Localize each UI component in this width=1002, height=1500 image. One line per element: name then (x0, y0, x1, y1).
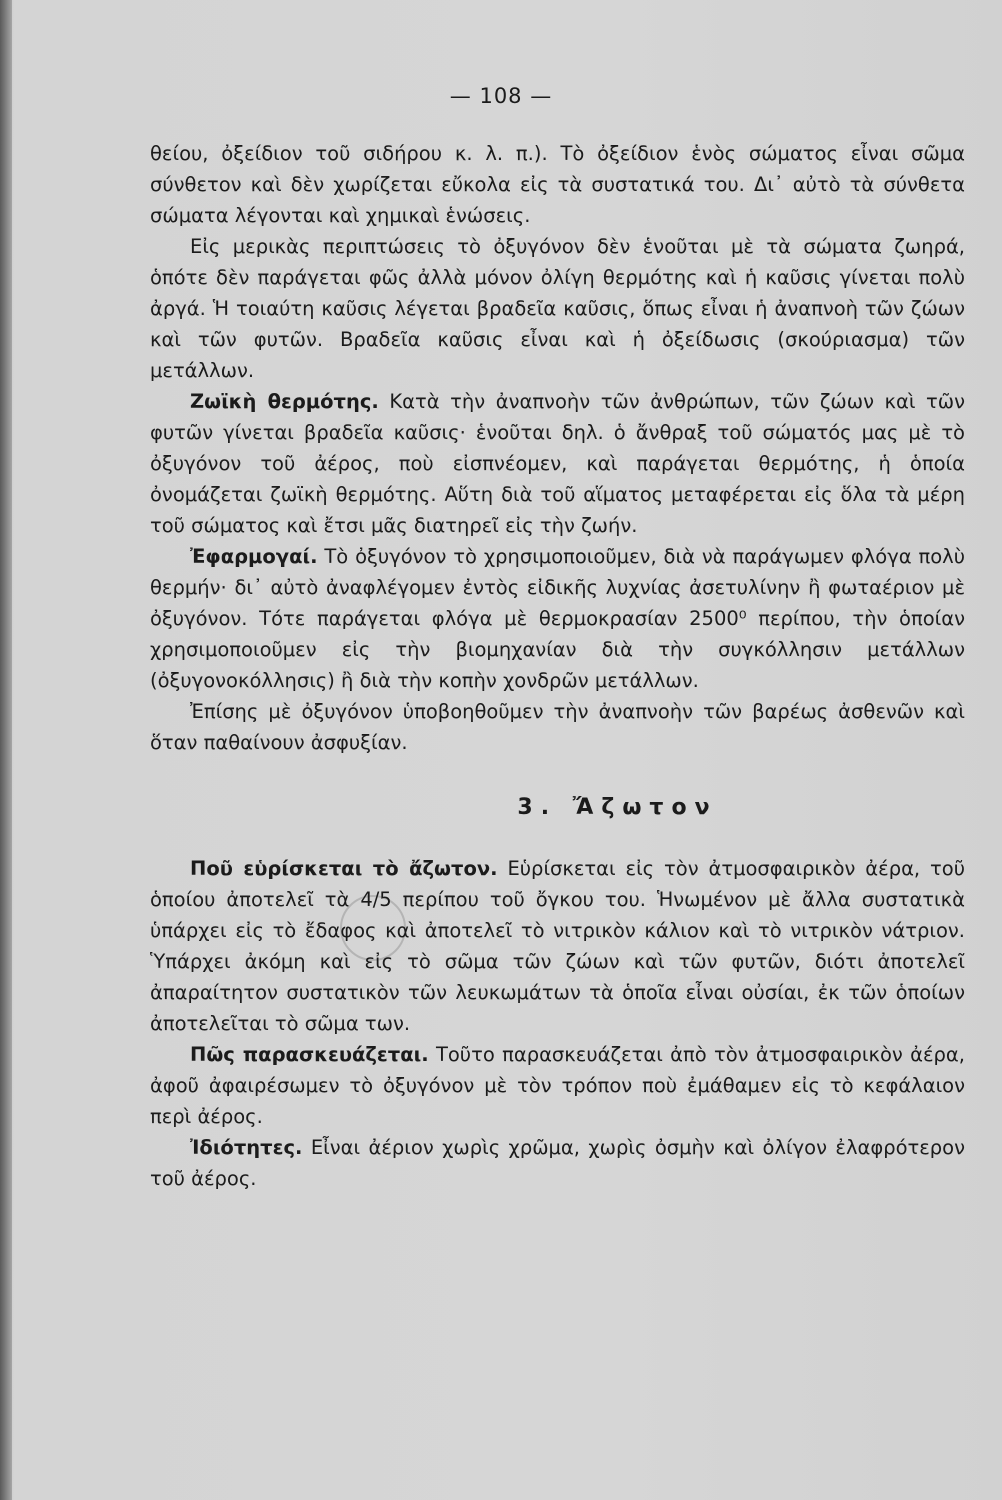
paragraph (150, 1132, 965, 1194)
chapter-heading: 3. Ἄζωτον (517, 795, 718, 820)
page-number: — 108 — (449, 84, 553, 108)
paragraph-lead: Ἰδιότητες. (190, 1136, 303, 1159)
paragraph-lead: Πῶς παρασκευάζεται. (190, 1043, 429, 1066)
paragraph-text: Εὑρίσκεται εἰς τὸν ἀτμοσφαιρικὸν ἀέρα, τοῦ ὁποίου ἀποτελεῖ τὰ 4/5 περίπου τοῦ ὄγκου του. Ἡνωμένον μὲ ἄλλα συστατικὰ ὑπάρχει εἰς τὸ ἔδαφος καὶ ἀποτελεῖ τὸ νιτρικὸν κάλιον καὶ τὸ νιτρικὸν νάτριον. Ὑπάρχει ἀκόμη καὶ εἰς τὸ σῶμα τῶν ζώων καὶ τῶν φυτῶν, διότι ἀποτελεῖ ἀπαραίτητον συστατικὸν τῶν λευκωμάτων τὰ ὁποῖα εἶναι οὐσίαι, ἐκ τῶν ὁποίων ἀποτελεῖται τὸ σῶμα των. (150, 857, 965, 1035)
paragraph (150, 541, 965, 696)
page-body (150, 138, 965, 1194)
paragraph-text: Τὸ ὀξυγόνον τὸ χρησιμοποιοῦμεν, διὰ νὰ παράγωμεν φλόγα πολὺ θερμήν· δι᾽ αὐτὸ ἀναφλέγομεν ἐντὸς εἰδικῆς λυχνίας ἀσετυλίνην ἢ φωταέριον μὲ ὀξυγόνον. Τότε παράγεται φλόγα μὲ θερμοκρασίαν 2500⁰ περίπου, τὴν ὁποίαν χρησιμοποιοῦμεν εἰς τὴν βιομηχανίαν διὰ τὴν συγκόλλησιν μετάλλων (ὀξυγονοκόλλησις) ἢ διὰ τὴν κοπὴν χονδρῶν μετάλλων. (150, 545, 965, 692)
paragraph-lead: Ποῦ εὑρίσκεται τὸ ἄζωτον. (190, 857, 498, 880)
paragraph-text: Εἶναι ἀέριον χωρὶς χρῶμα, χωρὶς ὀσμὴν καὶ ὀλίγον ἐλαφρότερον τοῦ ἀέρος. (150, 1136, 965, 1190)
paragraph-lead: Ἐφαρμογαί. (190, 545, 318, 568)
paragraph (150, 1039, 965, 1132)
paragraph-text: Τοῦτο παρασκευάζεται ἀπὸ τὸν ἀτμοσφαιρικὸν ἀέρα, ἀφοῦ ἀφαιρέσωμεν τὸ ὀξυγόνον μὲ τὸν τρόπον ποὺ ἐμάθαμεν εἰς τὸ κεφάλαιον περὶ ἀέρος. (150, 1043, 965, 1128)
book-spine-shadow (0, 0, 12, 1500)
paragraph-text: Εἰς μερικὰς περιπτώσεις τὸ ὀξυγόνον δὲν ἑνοῦται μὲ τὰ σώματα ζωηρά, ὁπότε δὲν παράγεται φῶς ἀλλὰ μόνον ὀλίγη θερμότης καὶ ἡ καῦσις γίνεται πολὺ ἀργά. Ἡ τοιαύτη καῦσις λέγεται βραδεῖα καῦσις, ὅπως εἶναι ἡ ἀναπνοὴ τῶν ζώων καὶ τῶν φυτῶν. Βραδεῖα καῦσις εἶναι καὶ ἡ ὀξείδωσις (σκούριασμα) τῶν μετάλλων. (150, 235, 965, 382)
paragraph-lead: Ζωϊκὴ θερμότης. (190, 390, 379, 413)
paragraph (150, 138, 965, 231)
paragraph (150, 696, 965, 758)
paragraph-text: Κατὰ τὴν ἀναπνοὴν τῶν ἀνθρώπων, τῶν ζώων καὶ τῶν φυτῶν γίνεται βραδεῖα καῦσις· ἑνοῦται δηλ. ὁ ἄνθραξ τοῦ σώματός μας μὲ τὸ ὀξυγόνον τοῦ ἀέρος, ποὺ εἰσπνέομεν, καὶ παράγεται θερμότης, ἡ ὁποία ὀνομάζεται ζωϊκὴ θερμότης. Αὕτη διὰ τοῦ αἵματος μεταφέρεται εἰς ὅλα τὰ μέρη τοῦ σώματος καὶ ἔτσι μᾶς διατηρεῖ εἰς τὴν ζωήν. (150, 390, 965, 537)
paragraph (150, 231, 965, 386)
paragraph-text: θείου, ὀξείδιον τοῦ σιδήρου κ. λ. π.). Τὸ ὀξείδιον ἑνὸς σώματος εἶναι σῶμα σύνθετον καὶ δὲν χωρίζεται εὔκολα εἰς τὰ συστατικά του. Δι᾽ αὐτὸ τὰ σύνθετα σώματα λέγονται καὶ χημικαὶ ἑνώσεις. (150, 142, 965, 227)
paragraph-text: Ἐπίσης μὲ ὀξυγόνον ὑποβοηθοῦμεν τὴν ἀναπνοὴν τῶν βαρέως ἀσθενῶν καὶ ὅταν παθαίνουν ἀσφυξίαν. (150, 700, 965, 754)
paragraph (150, 386, 965, 541)
paragraph (150, 853, 965, 1039)
